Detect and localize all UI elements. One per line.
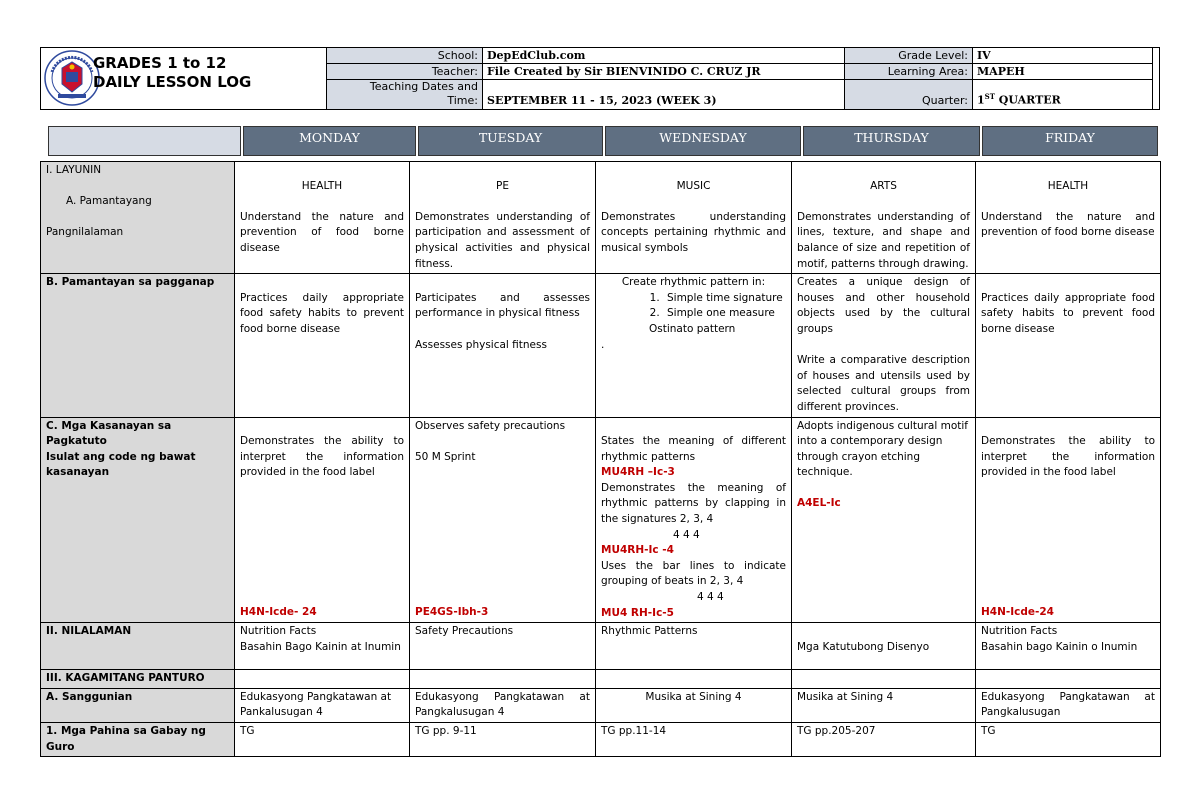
row-label-pagganap: B. Pamantayan sa pagganap: [41, 274, 235, 417]
competency-tuesday-2: 50 M Sprint: [415, 450, 476, 463]
cell-kasanayan-thursday: [792, 417, 976, 623]
competency-wednesday: States the meaning of different rhythmic patterns: [601, 435, 786, 463]
school-value: DepEdClub.com: [483, 48, 845, 64]
cell-sanggunian-tuesday: Edukasyong Pangkatawan at Pangkalusugan 4: [410, 688, 596, 722]
cell-sanggunian-friday: Edukasyong Pangkatawan at Pangkalusugan: [976, 688, 1161, 722]
day-header-friday: FRIDAY: [982, 126, 1158, 156]
performance-standard-tuesday-2: Assesses physical fitness: [415, 338, 547, 351]
content-standard-friday: Understand the nature and prevention of food borne disease: [981, 210, 1155, 239]
deped-seal-icon: [44, 50, 100, 106]
time-signature-denominators: 4 4 4: [697, 591, 724, 604]
cell-nilalaman-tuesday: Safety Precautions: [410, 623, 596, 670]
cell-layunin-thursday: [792, 162, 976, 274]
list-item: 2. Simple one measure: [663, 306, 786, 322]
content-thursday: Mga Katutubong Disenyo: [797, 640, 930, 653]
cell-pagganap-wednesday: [596, 274, 792, 417]
content-standard-monday: Understand the nature and prevention of food borne disease: [240, 210, 404, 254]
teaching-dates-label-line1: Teaching Dates and: [369, 80, 478, 93]
cell-pahina-monday: TG: [235, 723, 410, 757]
row-label-layunin: [41, 162, 235, 274]
cell-sanggunian-monday: Edukasyong Pangkatawan at Pankalusugan 4: [235, 688, 410, 722]
performance-standard-thursday-2: Write a comparative description of houses and utensils used by selected cultural groups from different provinces.: [797, 354, 970, 413]
cell-layunin-tuesday: [410, 162, 596, 274]
cell-sanggunian-wednesday: Musika at Sining 4: [596, 688, 792, 722]
pamantayang-label: A. Pamantayang: [66, 195, 152, 208]
cell-pahina-wednesday: TG pp.11-14: [596, 723, 792, 757]
cell-sanggunian-thursday: Musika at Sining 4: [792, 688, 976, 722]
subject-arts: ARTS: [870, 179, 897, 192]
kasanayan-heading: C. Mga Kasanayan sa Pagkatuto: [46, 419, 172, 448]
pangnilalaman-label: Pangnilalaman: [46, 226, 124, 239]
row-label-kagamitan: III. KAGAMITANG PANTURO: [41, 670, 235, 689]
performance-standard-wednesday-intro: Create rhythmic pattern in:: [621, 276, 766, 289]
cell-layunin-wednesday: [596, 162, 792, 274]
day-header-monday: MONDAY: [243, 126, 416, 156]
ostinato-pattern-text: Ostinato pattern: [649, 322, 736, 335]
quarter-word: QUARTER: [998, 94, 1061, 107]
competency-code-thursday: A4EL-Ic: [797, 497, 841, 510]
table-row-layunin: [41, 162, 1161, 274]
teaching-dates-value: SEPTEMBER 11 - 15, 2023 (WEEK 3): [483, 80, 845, 110]
cell-pahina-tuesday: TG pp. 9-11: [410, 723, 596, 757]
subject-music: MUSIC: [676, 179, 711, 192]
table-row-pahina: [41, 723, 1161, 757]
competency-thursday: Adopts indigenous cultural motif into a contemporary design through crayon etching technique.: [797, 419, 969, 479]
performance-standard-tuesday: Participates and assesses performance in physical fitness: [415, 291, 590, 320]
teacher-label: Teacher:: [327, 64, 483, 80]
competency-code-friday: H4N-Icde-24: [981, 605, 1054, 618]
quarter-number: 1: [977, 94, 985, 107]
day-header-wednesday: WEDNESDAY: [605, 126, 801, 156]
competency-friday: Demonstrates the ability to interpret the information provided in the food label: [981, 435, 1155, 479]
competency-monday: Demonstrates the ability to interpret the information provided in the food label: [240, 435, 404, 479]
cell-nilalaman-monday: [235, 623, 410, 670]
table-row-kagamitan: [41, 670, 1161, 689]
table-row-sanggunian: [41, 688, 1161, 722]
kasanayan-subheading: Isulat ang code ng bawat kasanayan: [46, 450, 196, 479]
day-header-blank: [48, 126, 241, 156]
cell-kasanayan-monday: [235, 417, 410, 623]
cell-kasanayan-friday: [976, 417, 1161, 623]
rhythmic-pattern-list: [601, 291, 786, 322]
teacher-value: File Created by Sir BIENVINIDO C. CRUZ JR: [483, 64, 845, 80]
cell-empty: [792, 670, 976, 689]
teaching-dates-label: [327, 80, 483, 110]
day-header-tuesday: TUESDAY: [418, 126, 603, 156]
time-signature-denominators: 4 4 4: [673, 528, 700, 541]
content-monday-2: Basahin Bago Kainin at Inumin: [240, 640, 401, 653]
teaching-dates-label-line2: Time:: [447, 94, 478, 107]
competency-code-wednesday-1: MU4RH –Ic-3: [601, 466, 675, 479]
cell-kasanayan-wednesday: [596, 417, 792, 623]
learning-area-label: Learning Area:: [845, 64, 973, 80]
title-grades: GRADES 1 to 12: [93, 54, 227, 72]
subject-pe: PE: [496, 179, 509, 192]
cell-empty: [410, 670, 596, 689]
competency-wednesday-3: Uses the bar lines to indicate grouping of beats in 2, 3, 4: [601, 559, 786, 588]
competency-code-monday: H4N-Icde- 24: [240, 605, 317, 618]
cell-pagganap-thursday: [792, 274, 976, 417]
content-friday-2: Basahin bago Kainin o Inumin: [981, 640, 1138, 653]
row-label-kasanayan: [41, 417, 235, 623]
lesson-log-table: [40, 161, 1161, 757]
cell-kasanayan-tuesday: [410, 417, 596, 623]
performance-standard-friday: Practices daily appropriate food safety habits to prevent food borne disease: [981, 291, 1155, 335]
content-standard-wednesday: Demonstrates understanding concepts pertaining rhythmic and musical symbols: [601, 210, 786, 254]
table-row-pagganap: [41, 274, 1161, 417]
quarter-superscript: ST: [984, 92, 995, 102]
performance-standard-monday: Practices daily appropriate food safety habits to prevent food borne disease: [240, 291, 404, 335]
cell-layunin-monday: [235, 162, 410, 274]
grade-level-value: IV: [973, 48, 1153, 64]
cell-empty: [235, 670, 410, 689]
row-label-nilalaman: II. NILALAMAN: [41, 623, 235, 670]
day-header-thursday: THURSDAY: [803, 126, 980, 156]
quarter-label: Quarter:: [845, 80, 973, 110]
cell-layunin-friday: [976, 162, 1161, 274]
competency-wednesday-2: Demonstrates the meaning of rhythmic patterns by clapping in the signatures 2, 3, 4: [601, 481, 786, 526]
grade-level-label: Grade Level:: [845, 48, 973, 64]
subject-health: HEALTH: [1047, 179, 1089, 192]
competency-code-wednesday-3: MU4 RH-Ic-5: [601, 606, 674, 619]
learning-area-value: MAPEH: [973, 64, 1153, 80]
school-label: School:: [327, 48, 483, 64]
row-label-pahina: 1. Mga Pahina sa Gabay ng Guro: [41, 723, 235, 757]
cell-pagganap-friday: [976, 274, 1161, 417]
cell-pagganap-monday: [235, 274, 410, 417]
trailing-dot: .: [601, 338, 605, 351]
subject-health: HEALTH: [301, 179, 343, 192]
layunin-heading: I. LAYUNIN: [46, 164, 102, 176]
cell-empty: [596, 670, 792, 689]
content-standard-thursday: Demonstrates understanding of lines, texture, and shape and balance of size and repetition of motif, patterns through drawing.: [797, 210, 970, 270]
cell-pahina-thursday: TG pp.205-207: [792, 723, 976, 757]
cell-pahina-friday: TG: [976, 723, 1161, 757]
spacer: [46, 179, 229, 195]
spacer: [46, 210, 229, 226]
competency-tuesday: Observes safety precautions: [415, 419, 566, 432]
cell-pagganap-tuesday: [410, 274, 596, 417]
competency-code-wednesday-2: MU4RH-Ic -4: [601, 544, 674, 557]
content-monday: Nutrition Facts: [240, 625, 317, 638]
cell-empty: [976, 670, 1161, 689]
row-label-sanggunian: A. Sanggunian: [41, 688, 235, 722]
title-daily-lesson-log: DAILY LESSON LOG: [93, 73, 252, 91]
performance-standard-thursday: Creates a unique design of houses and other household objects used by the cultural groups: [797, 276, 970, 335]
day-header-row: [46, 126, 1160, 156]
table-row-kasanayan: [41, 417, 1161, 623]
quarter-value: [973, 80, 1153, 110]
cell-nilalaman-thursday: [792, 623, 976, 670]
content-standard-tuesday: Demonstrates understanding of participation and assessment of physical activities and physical fitness.: [415, 210, 590, 270]
competency-code-tuesday: PE4GS-Ibh-3: [415, 605, 489, 618]
cell-nilalaman-friday: [976, 623, 1161, 670]
table-row-nilalaman: [41, 623, 1161, 670]
cell-nilalaman-wednesday: Rhythmic Patterns: [596, 623, 792, 670]
list-item: 1. Simple time signature: [663, 291, 786, 307]
header-info-table: [326, 47, 1153, 110]
content-friday: Nutrition Facts: [981, 625, 1058, 638]
